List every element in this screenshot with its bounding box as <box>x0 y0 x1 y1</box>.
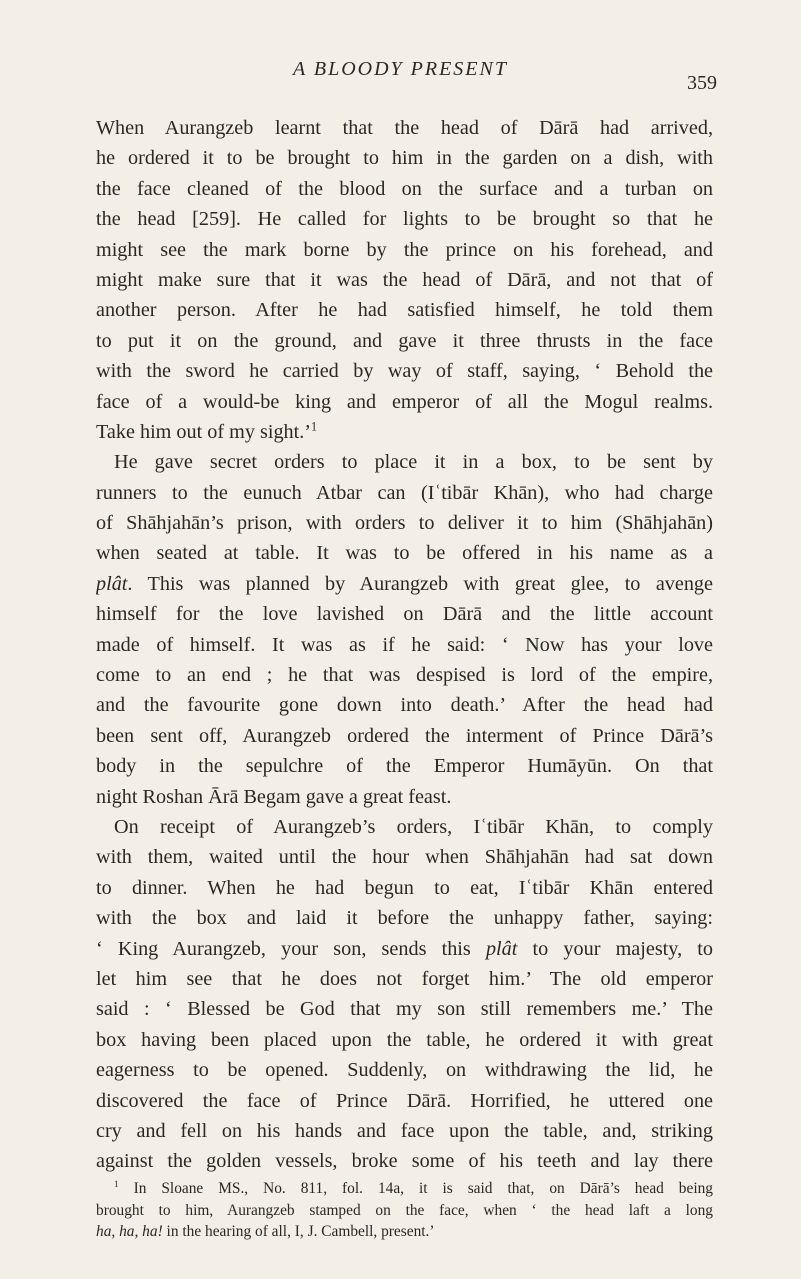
footnote-line <box>96 1178 713 1200</box>
text-line: made of himself. It was as if he said: ‘ Now has your love <box>96 633 713 656</box>
text-line: might make sure that it was the head of Dārā, and not that of <box>96 268 713 291</box>
text-line: to dinner. When he had begun to eat, Iʿtibār Khān entered <box>96 876 713 899</box>
text-line: another person. After he had satisfied himself, he told them <box>96 299 713 322</box>
text-line: come to an end ; he that was despised is lord of the empire, <box>96 664 713 687</box>
text-line: box having been placed upon the table, he ordered it with great <box>96 1028 713 1051</box>
italic-term: plât <box>485 937 518 960</box>
text-line: when seated at table. It was to be offered in his name as a <box>96 542 713 565</box>
text-line: face of a would-be king and emperor of all the Mogul realms. <box>96 390 713 413</box>
text-line: the head [259]. He called for lights to be brought so that he <box>96 208 713 231</box>
footnote-line <box>96 1221 713 1243</box>
text-line-content: ‘ King Aurangzeb, your son, sends this <box>96 937 471 960</box>
text-line: with the sword he carried by way of staff, saying, ‘ Behold the <box>96 360 713 383</box>
text-line <box>96 934 713 964</box>
footnote-italic: ha, ha, ha! <box>96 1223 163 1240</box>
text-line: eagerness to be opened. Suddenly, on withdrawing the lid, he <box>96 1059 713 1082</box>
footnote-marker: 1 <box>311 419 318 434</box>
page-number: 359 <box>687 72 717 94</box>
text-line: cry and fell on his hands and face upon the table, and, striking <box>96 1119 713 1142</box>
text-line: might see the mark borne by the prince on his forehead, and <box>96 238 713 261</box>
text-line: and the favourite gone down into death.’ After the head had <box>96 694 713 717</box>
text-line: the face cleaned of the blood on the surface and a turban on <box>96 177 713 200</box>
text-line: night Roshan Ārā Begam gave a great feast. <box>96 785 452 808</box>
text-line: He gave secret orders to place it in a box, to be sent by <box>114 451 713 474</box>
text-line: When Aurangzeb learnt that the head of Dārā had arrived, <box>96 117 713 139</box>
italic-term: plât <box>96 572 128 595</box>
text-line: discovered the face of Prince Dārā. Horrified, he uttered one <box>96 1089 713 1112</box>
text-line: let him see that he does not forget him.’ The old emperor <box>96 967 713 990</box>
text-line <box>96 569 713 599</box>
text-line: body in the sepulchre of the Emperor Humāyūn. On that <box>96 755 713 778</box>
footnote-text: In Sloane MS., No. 811, fol. 14a, it is said that, on Dārā’s head being <box>133 1180 713 1197</box>
text-line: On receipt of Aurangzeb’s orders, Iʿtibār Khān, to comply <box>114 815 713 838</box>
text-line: against the golden vessels, broke some of his teeth and lay there <box>96 1150 713 1173</box>
footnotes <box>96 1178 713 1243</box>
text-line: himself for the love lavished on Dārā and the little account <box>96 603 713 626</box>
text-line: with the box and laid it before the unhappy father, saying: <box>96 907 713 930</box>
text-line: said : ‘ Blessed be God that my son still remembers me.’ The <box>96 998 713 1021</box>
text-line: been sent off, Aurangzeb ordered the interment of Prince Dārā’s <box>96 724 713 747</box>
footnote-number: 1 <box>114 1178 119 1189</box>
text-line: with them, waited until the hour when Shāhjahān had sat down <box>96 846 713 869</box>
text-line: of Shāhjahān’s prison, with orders to deliver it to him (Shāhjahān) <box>96 512 713 535</box>
text-line-content: . This was planned by Aurangzeb with great glee, to avenge <box>127 572 713 595</box>
text-line: to put it on the ground, and gave it three thrusts in the face <box>96 329 713 352</box>
running-head: A BLOODY PRESENT <box>293 58 508 80</box>
text-line-content: Take him out of my sight.’ <box>96 420 312 443</box>
body-text <box>96 113 713 1177</box>
text-line <box>96 417 713 447</box>
footnote-text: in the hearing of all, I, J. Cambell, present.’ <box>162 1223 435 1240</box>
text-line-content: to your majesty, to <box>517 937 713 960</box>
text-line: runners to the eunuch Atbar can (Iʿtibār Khān), who had charge <box>96 481 713 504</box>
text-line: he ordered it to be brought to him in the garden on a dish, with <box>96 147 713 170</box>
footnote-line: brought to him, Aurangzeb stamped on the face, when ‘ the head laft a long <box>96 1201 713 1219</box>
